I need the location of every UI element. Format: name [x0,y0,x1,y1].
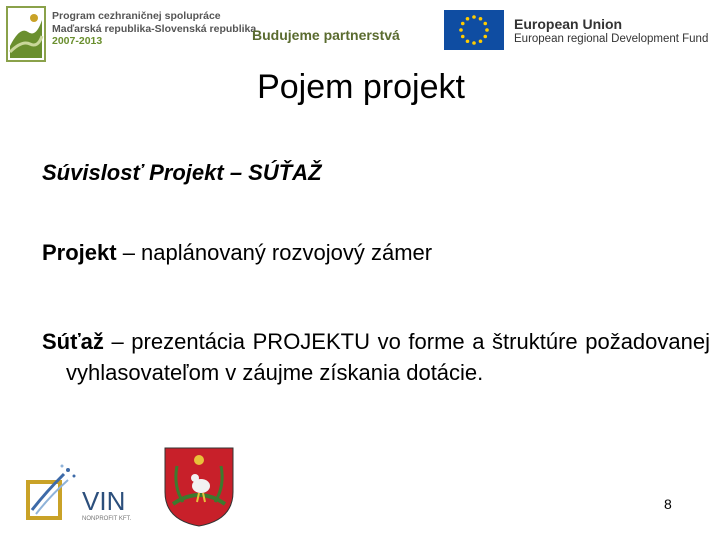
motto: Budujeme partnerstvá [252,27,400,43]
vin-logo-icon [24,462,154,530]
vin-logo-small: NONPROFIT KFT. [82,516,132,522]
competition-definition-text: – prezentácia PROJEKTU vo forme a štruktúre požadovanej vyhlasovateľom v záujme získania dotácie. [66,329,710,385]
eu-star-icon [479,39,483,43]
context-line: Súvislosť Projekt – SÚŤAŽ [42,160,322,185]
project-definition-text: – naplánovaný rozvojový zámer [116,240,433,265]
competition-definition [42,326,710,388]
eu-star-icon [472,15,476,19]
eu-star-icon [485,28,489,32]
coat-of-arms-icon [163,446,235,528]
vin-logo-text: VIN [82,486,126,516]
eu-star-icon [461,35,465,39]
slide-title: Pojem projekt [257,68,465,106]
eu-star-icon [479,17,483,21]
eu-star-icon [472,41,476,45]
eu-subtitle: European regional Development Fund [514,33,709,45]
program-name [52,10,256,48]
program-line-1: Program cezhraničnej spolupráce [52,10,221,22]
eu-star-icon [483,35,487,39]
eu-star-icon [466,17,470,21]
project-definition [42,240,432,266]
eu-title: European Union [514,16,623,32]
eu-star-icon [466,39,470,43]
program-line-2: Maďarská republika-Slovenská republika [52,22,257,35]
project-term: Projekt [42,240,117,265]
slide-header [0,0,720,66]
eu-star-icon [483,22,487,26]
page-number: 8 [664,496,672,512]
program-logo-icon [6,6,46,62]
eu-star-icon [461,22,465,26]
competition-term: Súťaž [42,329,104,354]
eu-star-icon [459,28,463,32]
program-years: 2007-2013 [52,35,103,47]
eu-label [514,16,708,46]
eu-flag-icon [444,10,504,50]
